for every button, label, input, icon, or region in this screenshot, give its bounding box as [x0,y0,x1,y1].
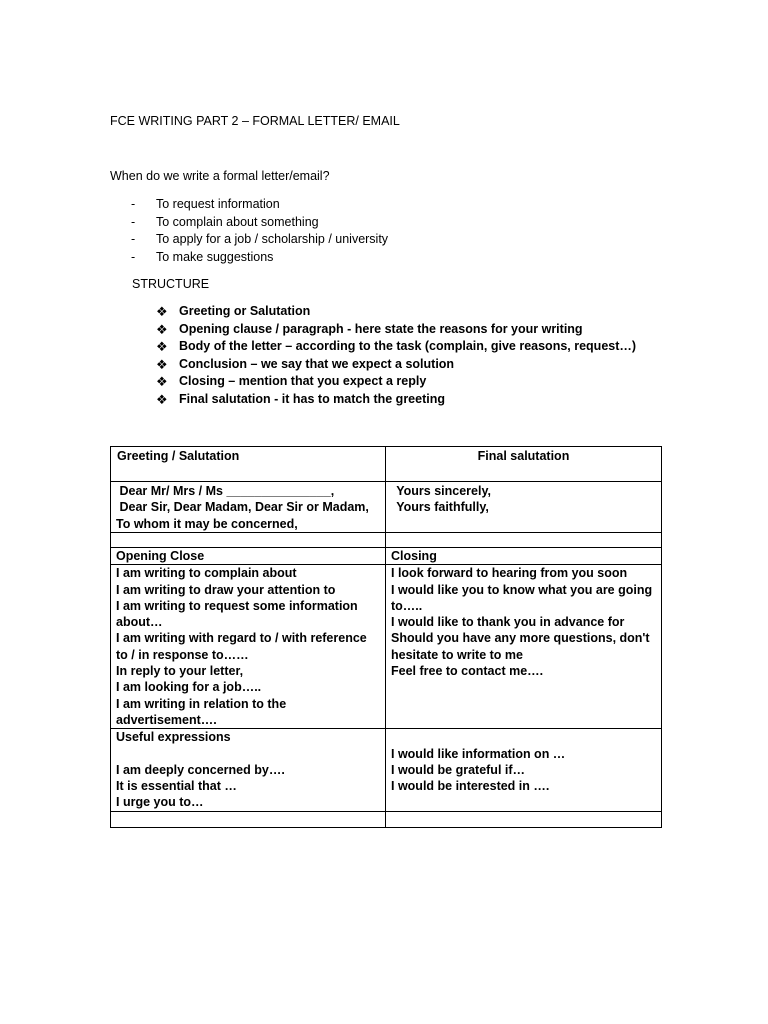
closing-line: Feel free to contact me…. [391,664,544,679]
table-row [111,548,662,565]
spacer [391,729,656,745]
greeting-line: Dear Mr/ Mrs / Ms _______________, [116,484,335,498]
empty-cell [386,533,662,548]
final-line: Yours faithfully, [393,500,489,515]
useful-line: I would be interested in …. [391,779,550,794]
table-row [111,482,662,533]
opening-line: I am writing in relation to the [116,696,287,711]
table-row [111,812,662,828]
opening-line: about… [116,615,163,630]
list-item: ❖ Closing – mention that you expect a reply [156,373,636,391]
closing-line: Should you have any more questions, don't [391,631,650,646]
opening-lines-cell [111,565,386,729]
closing-lines-cell [386,565,662,729]
closing-line: to….. [391,598,423,613]
final-header: Final salutation [386,447,662,482]
useful-line: I am deeply concerned by…. [116,762,285,777]
useful-header: Useful expressions [116,730,231,745]
empty-cell [111,812,386,828]
useful-line: It is essential that … [116,779,237,794]
empty-cell [111,533,386,548]
list-item: - To request information [131,196,388,214]
opening-cell [111,548,386,565]
opening-line: to / in response to…… [116,647,249,662]
table-row [111,533,662,548]
closing-line: I would like to thank you in advance for [391,615,625,630]
useful-line: I would like information on … [391,746,566,761]
greeting-header: Greeting / Salutation [111,447,386,482]
opening-line: I am writing to complain about [116,566,297,581]
opening-line: I am writing to draw your attention to [116,582,336,597]
opening-header: Opening Close [116,549,205,563]
table-row [111,565,662,729]
greetings-cell [111,482,386,533]
question-text: When do we write a formal letter/email? [110,169,330,183]
table-row [111,447,662,482]
reasons-list [131,196,388,266]
list-item: - To complain about something [131,214,388,232]
greeting-line: To whom it may be concerned, [116,516,298,531]
closing-line: I look forward to hearing from you soon [391,566,628,581]
finals-cell [386,482,662,533]
useful-line: I urge you to… [116,795,204,810]
list-item: ❖ Opening clause / paragraph - here state the reasons for your writing [156,321,636,339]
closing-cell [386,548,662,565]
document-title: FCE WRITING PART 2 – FORMAL LETTER/ EMAIL [110,114,400,128]
final-line: Yours sincerely, [393,484,491,498]
structure-heading: STRUCTURE [132,277,210,291]
empty-cell [386,812,662,828]
list-item: - To make suggestions [131,249,388,267]
expressions-table [110,446,662,828]
closing-header: Closing [391,549,437,563]
list-item: ❖ Final salutation - it has to match the greeting [156,391,636,409]
opening-line: I am writing with regard to / with reference [116,631,367,646]
closing-line: I would like you to know what you are going [391,582,653,597]
closing-line: hesitate to write to me [391,647,523,662]
opening-line: I am looking for a job….. [116,680,262,695]
useful-left-cell [111,729,386,812]
opening-line: I am writing to request some information [116,598,358,613]
useful-right-cell [386,729,662,812]
opening-line: In reply to your letter, [116,664,244,679]
list-item: - To apply for a job / scholarship / university [131,231,388,249]
list-item: ❖ Conclusion – we say that we expect a solution [156,356,636,374]
spacer [116,746,380,762]
useful-line: I would be grateful if… [391,762,526,777]
greeting-line: Dear Sir, Dear Madam, Dear Sir or Madam, [116,500,369,515]
list-item: ❖ Body of the letter – according to the task (complain, give reasons, request…) [156,338,636,356]
list-item: ❖ Greeting or Salutation [156,303,636,321]
opening-line: advertisement…. [116,712,217,727]
structure-list [156,303,636,409]
table-row [111,729,662,812]
